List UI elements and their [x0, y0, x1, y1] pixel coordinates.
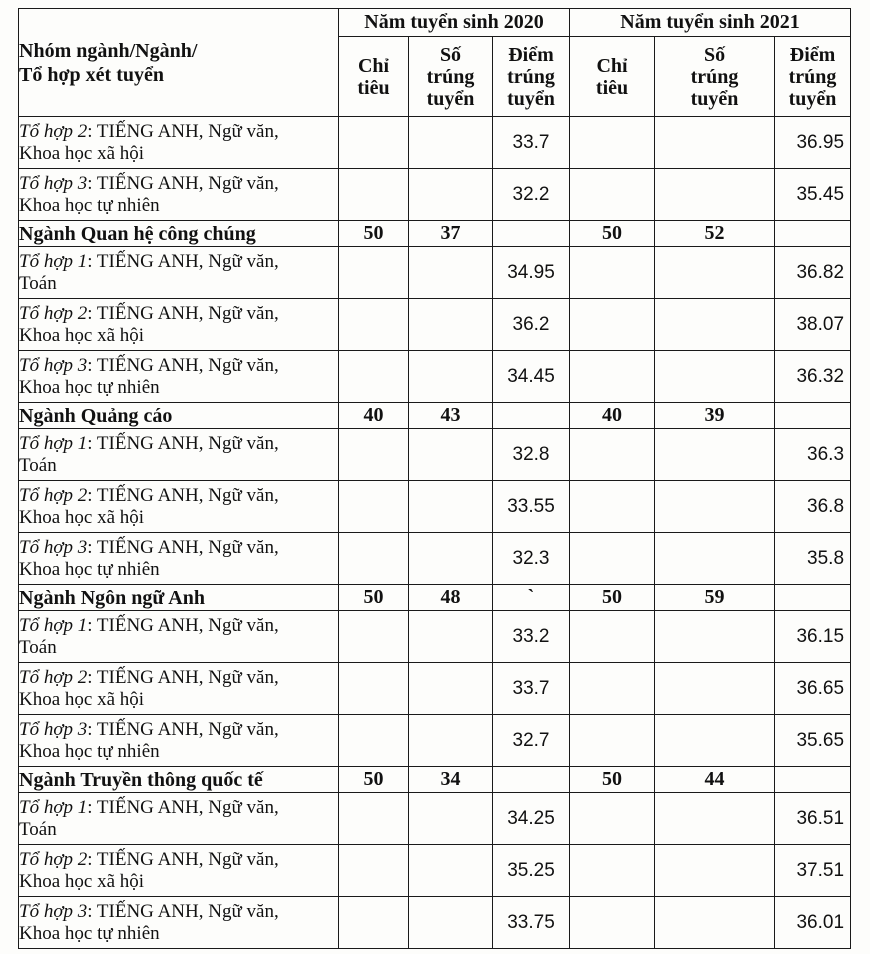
cutoff-score-2021: 36.32 — [775, 351, 851, 403]
combination-line2: Khoa học tự nhiên — [19, 376, 160, 398]
cutoff-score-2020: 32.7 — [493, 715, 570, 767]
combination-prefix: Tổ hợp 1 — [19, 250, 88, 272]
header-word: Điểm — [508, 43, 554, 66]
cutoff-score-2020 — [493, 403, 570, 429]
admission-scores-table — [18, 8, 851, 949]
quota-2021: 40 — [570, 403, 655, 429]
cutoff-score-2020: 33.7 — [493, 663, 570, 715]
cutoff-score-2021 — [775, 221, 851, 247]
combination-line1 — [19, 849, 338, 871]
combination-line2: Khoa học xã hội — [19, 324, 145, 346]
cutoff-score-2021: 38.07 — [775, 299, 851, 351]
cutoff-score-2020: 32.2 — [493, 169, 570, 221]
header-word: Số — [439, 43, 462, 66]
combination-line1 — [19, 719, 338, 741]
admitted-count-2020: 34 — [409, 767, 493, 793]
admitted-count-2020 — [409, 663, 493, 715]
quota-2020 — [339, 299, 409, 351]
subject-combination-label — [19, 351, 339, 403]
admitted-count-2021 — [655, 247, 775, 299]
combination-subjects: : TIẾNG ANH, Ngữ văn, — [87, 848, 279, 870]
admitted-count-2021 — [655, 481, 775, 533]
cutoff-score-2020: 33.55 — [493, 481, 570, 533]
quota-2021 — [570, 611, 655, 663]
header-word: tuyển — [788, 87, 837, 110]
combination-prefix: Tổ hợp 2 — [19, 302, 88, 324]
major-name: Ngành Ngôn ngữ Anh — [19, 585, 339, 611]
cutoff-score-2021: 36.82 — [775, 247, 851, 299]
subject-combination-label — [19, 117, 339, 169]
cutoff-score-2021: 36.15 — [775, 611, 851, 663]
combination-line2: Khoa học tự nhiên — [19, 740, 160, 762]
quota-2020 — [339, 351, 409, 403]
major-row — [19, 403, 851, 429]
header-word: Chỉ — [596, 54, 628, 77]
quota-2020 — [339, 793, 409, 845]
combination-subjects: : TIẾNG ANH, Ngữ văn, — [87, 536, 279, 558]
subject-combination-row — [19, 845, 851, 897]
quota-2020: 40 — [339, 403, 409, 429]
header-word: tuyển — [690, 87, 739, 110]
combination-line1 — [19, 615, 338, 637]
cutoff-score-2020: 33.7 — [493, 117, 570, 169]
admitted-count-2020 — [409, 247, 493, 299]
quota-2021 — [570, 429, 655, 481]
subject-combination-label — [19, 533, 339, 585]
combination-prefix: Tổ hợp 3 — [19, 536, 88, 558]
cutoff-score-2021 — [775, 767, 851, 793]
admitted-count-2020 — [409, 117, 493, 169]
cutoff-score-2020: 34.25 — [493, 793, 570, 845]
quota-2021: 50 — [570, 585, 655, 611]
subject-combination-row — [19, 169, 851, 221]
quota-2020 — [339, 247, 409, 299]
combination-prefix: Tổ hợp 2 — [19, 484, 88, 506]
major-row — [19, 585, 851, 611]
combination-line2: Khoa học xã hội — [19, 506, 145, 528]
combination-subjects: : TIẾNG ANH, Ngữ văn, — [87, 718, 279, 740]
combination-line2: Khoa học xã hội — [19, 688, 145, 710]
admitted-count-2020 — [409, 533, 493, 585]
subject-combination-row — [19, 299, 851, 351]
cutoff-score-2020: 36.2 — [493, 299, 570, 351]
cutoff-score-2021: 36.51 — [775, 793, 851, 845]
admitted-count-2021 — [655, 793, 775, 845]
quota-2020 — [339, 845, 409, 897]
group-column-header — [19, 9, 339, 117]
combination-subjects: : TIẾNG ANH, Ngữ văn, — [87, 120, 279, 142]
admitted-count-2021 — [655, 897, 775, 949]
admitted-count-2021-header — [655, 37, 775, 117]
combination-line2: Khoa học xã hội — [19, 142, 145, 164]
admitted-count-2021: 59 — [655, 585, 775, 611]
header-word: Điểm — [789, 43, 836, 66]
combination-line2: Khoa học tự nhiên — [19, 922, 160, 944]
year-2021-header: Năm tuyển sinh 2021 — [570, 9, 851, 37]
cutoff-score-2021: 35.8 — [775, 533, 851, 585]
combination-line2: Khoa học xã hội — [19, 870, 145, 892]
combination-subjects: : TIẾNG ANH, Ngữ văn, — [87, 302, 279, 324]
quota-2020 — [339, 533, 409, 585]
quota-2021 — [570, 299, 655, 351]
cutoff-score-2021: 35.45 — [775, 169, 851, 221]
quota-2020: 50 — [339, 221, 409, 247]
combination-prefix: Tổ hợp 3 — [19, 354, 88, 376]
cutoff-score-2021-header — [775, 37, 851, 117]
major-row — [19, 767, 851, 793]
admission-scores-document — [18, 8, 850, 949]
quota-2021: 50 — [570, 767, 655, 793]
combination-line1 — [19, 173, 338, 195]
admitted-count-2021 — [655, 611, 775, 663]
major-row — [19, 221, 851, 247]
combination-line1 — [19, 667, 338, 689]
quota-2021 — [570, 117, 655, 169]
header-word: trúng — [426, 65, 475, 88]
combination-line1 — [19, 901, 338, 923]
combination-subjects: : TIẾNG ANH, Ngữ văn, — [87, 614, 279, 636]
combination-line2: Toán — [19, 272, 57, 294]
admitted-count-2020 — [409, 351, 493, 403]
admitted-count-2020 — [409, 793, 493, 845]
combination-prefix: Tổ hợp 1 — [19, 614, 88, 636]
cutoff-score-2020: 35.25 — [493, 845, 570, 897]
admitted-count-2021 — [655, 299, 775, 351]
quota-2020 — [339, 897, 409, 949]
subject-combination-label — [19, 845, 339, 897]
combination-prefix: Tổ hợp 1 — [19, 432, 88, 454]
combination-subjects: : TIẾNG ANH, Ngữ văn, — [87, 354, 279, 376]
combination-line1 — [19, 251, 338, 273]
major-name: Ngành Quan hệ công chúng — [19, 221, 339, 247]
combination-subjects: : TIẾNG ANH, Ngữ văn, — [87, 796, 279, 818]
cutoff-score-2021: 36.95 — [775, 117, 851, 169]
cutoff-score-2021: 36.01 — [775, 897, 851, 949]
combination-subjects: : TIẾNG ANH, Ngữ văn, — [87, 432, 279, 454]
header-word: Chỉ — [357, 54, 390, 77]
admitted-count-2021 — [655, 169, 775, 221]
group-column-header-line2: Tổ hợp xét tuyển — [19, 63, 164, 86]
subject-combination-row — [19, 715, 851, 767]
quota-2021 — [570, 351, 655, 403]
subject-combination-label — [19, 429, 339, 481]
cutoff-score-2020: 32.8 — [493, 429, 570, 481]
combination-prefix: Tổ hợp 3 — [19, 718, 88, 740]
quota-2020 — [339, 429, 409, 481]
header-word: trúng — [690, 65, 739, 88]
combination-subjects: : TIẾNG ANH, Ngữ văn, — [87, 666, 279, 688]
admitted-count-2021 — [655, 715, 775, 767]
quota-2021 — [570, 247, 655, 299]
subject-combination-label — [19, 481, 339, 533]
admitted-count-2020 — [409, 897, 493, 949]
header-word: trúng — [788, 65, 837, 88]
subject-combination-row — [19, 117, 851, 169]
quota-2020 — [339, 715, 409, 767]
combination-line1 — [19, 797, 338, 819]
cutoff-score-2020-header — [493, 37, 570, 117]
cutoff-score-2021: 35.65 — [775, 715, 851, 767]
quota-2021-header — [570, 37, 655, 117]
cutoff-score-2020: ` — [493, 585, 570, 611]
combination-subjects: : TIẾNG ANH, Ngữ văn, — [87, 484, 279, 506]
cutoff-score-2020: 34.45 — [493, 351, 570, 403]
cutoff-score-2021 — [775, 585, 851, 611]
cutoff-score-2020 — [493, 221, 570, 247]
cutoff-score-2020: 33.2 — [493, 611, 570, 663]
admitted-count-2021 — [655, 663, 775, 715]
quota-2021 — [570, 897, 655, 949]
cutoff-score-2021: 36.3 — [775, 429, 851, 481]
admitted-count-2021 — [655, 533, 775, 585]
group-column-header-line1: Nhóm ngành/Ngành/ — [19, 39, 198, 62]
admitted-count-2021: 39 — [655, 403, 775, 429]
subject-combination-row — [19, 663, 851, 715]
table-header — [19, 9, 851, 117]
subject-combination-label — [19, 663, 339, 715]
combination-subjects: : TIẾNG ANH, Ngữ văn, — [87, 172, 279, 194]
cutoff-score-2021: 37.51 — [775, 845, 851, 897]
subject-combination-row — [19, 247, 851, 299]
quota-2021 — [570, 533, 655, 585]
admitted-count-2020: 37 — [409, 221, 493, 247]
subject-combination-row — [19, 897, 851, 949]
combination-line2: Toán — [19, 454, 57, 476]
subject-combination-label — [19, 611, 339, 663]
cutoff-score-2020: 34.95 — [493, 247, 570, 299]
header-word: tiêu — [595, 76, 629, 99]
admitted-count-2021 — [655, 429, 775, 481]
admitted-count-2020 — [409, 169, 493, 221]
admitted-count-2020: 43 — [409, 403, 493, 429]
cutoff-score-2020: 32.3 — [493, 533, 570, 585]
subject-combination-row — [19, 429, 851, 481]
combination-line1 — [19, 485, 338, 507]
combination-line1 — [19, 121, 338, 143]
cutoff-score-2020 — [493, 767, 570, 793]
admitted-count-2021: 52 — [655, 221, 775, 247]
combination-line2: Toán — [19, 818, 57, 840]
subject-combination-label — [19, 169, 339, 221]
combination-line1 — [19, 355, 338, 377]
header-word: trúng — [507, 65, 555, 88]
quota-2020 — [339, 169, 409, 221]
combination-prefix: Tổ hợp 2 — [19, 120, 88, 142]
admitted-count-2020-header — [409, 37, 493, 117]
year-2020-header: Năm tuyển sinh 2020 — [339, 9, 570, 37]
admitted-count-2021: 44 — [655, 767, 775, 793]
quota-2020: 50 — [339, 767, 409, 793]
table-body — [19, 117, 851, 949]
admitted-count-2020 — [409, 611, 493, 663]
quota-2021 — [570, 663, 655, 715]
quota-2020 — [339, 611, 409, 663]
subject-combination-label — [19, 715, 339, 767]
combination-prefix: Tổ hợp 2 — [19, 848, 88, 870]
major-name: Ngành Truyền thông quốc tế — [19, 767, 339, 793]
cutoff-score-2020: 33.75 — [493, 897, 570, 949]
combination-line1 — [19, 433, 338, 455]
major-name: Ngành Quảng cáo — [19, 403, 339, 429]
cutoff-score-2021: 36.8 — [775, 481, 851, 533]
header-word: Số — [703, 43, 726, 66]
combination-subjects: : TIẾNG ANH, Ngữ văn, — [87, 900, 279, 922]
admitted-count-2020 — [409, 299, 493, 351]
combination-line1 — [19, 537, 338, 559]
admitted-count-2021 — [655, 117, 775, 169]
quota-2021: 50 — [570, 221, 655, 247]
combination-line2: Khoa học tự nhiên — [19, 194, 160, 216]
quota-2021 — [570, 169, 655, 221]
subject-combination-row — [19, 793, 851, 845]
admitted-count-2021 — [655, 351, 775, 403]
subject-combination-row — [19, 611, 851, 663]
quota-2020 — [339, 481, 409, 533]
quota-2020-header — [339, 37, 409, 117]
subject-combination-label — [19, 793, 339, 845]
subject-combination-label — [19, 897, 339, 949]
combination-prefix: Tổ hợp 3 — [19, 172, 88, 194]
admitted-count-2020 — [409, 429, 493, 481]
header-word: tuyển — [426, 87, 475, 110]
subject-combination-row — [19, 351, 851, 403]
admitted-count-2021 — [655, 845, 775, 897]
quota-2021 — [570, 715, 655, 767]
cutoff-score-2021: 36.65 — [775, 663, 851, 715]
quota-2021 — [570, 481, 655, 533]
quota-2021 — [570, 793, 655, 845]
subject-combination-label — [19, 299, 339, 351]
admitted-count-2020 — [409, 481, 493, 533]
combination-prefix: Tổ hợp 1 — [19, 796, 88, 818]
combination-prefix: Tổ hợp 2 — [19, 666, 88, 688]
quota-2020: 50 — [339, 585, 409, 611]
combination-line1 — [19, 303, 338, 325]
subject-combination-row — [19, 533, 851, 585]
quota-2020 — [339, 663, 409, 715]
header-word: tuyển — [507, 87, 555, 110]
header-word: tiêu — [357, 76, 390, 99]
admitted-count-2020 — [409, 845, 493, 897]
subject-combination-row — [19, 481, 851, 533]
quota-2020 — [339, 117, 409, 169]
admitted-count-2020: 48 — [409, 585, 493, 611]
quota-2021 — [570, 845, 655, 897]
combination-line2: Toán — [19, 636, 57, 658]
combination-line2: Khoa học tự nhiên — [19, 558, 160, 580]
cutoff-score-2021 — [775, 403, 851, 429]
combination-subjects: : TIẾNG ANH, Ngữ văn, — [87, 250, 279, 272]
admitted-count-2020 — [409, 715, 493, 767]
subject-combination-label — [19, 247, 339, 299]
combination-prefix: Tổ hợp 3 — [19, 900, 88, 922]
